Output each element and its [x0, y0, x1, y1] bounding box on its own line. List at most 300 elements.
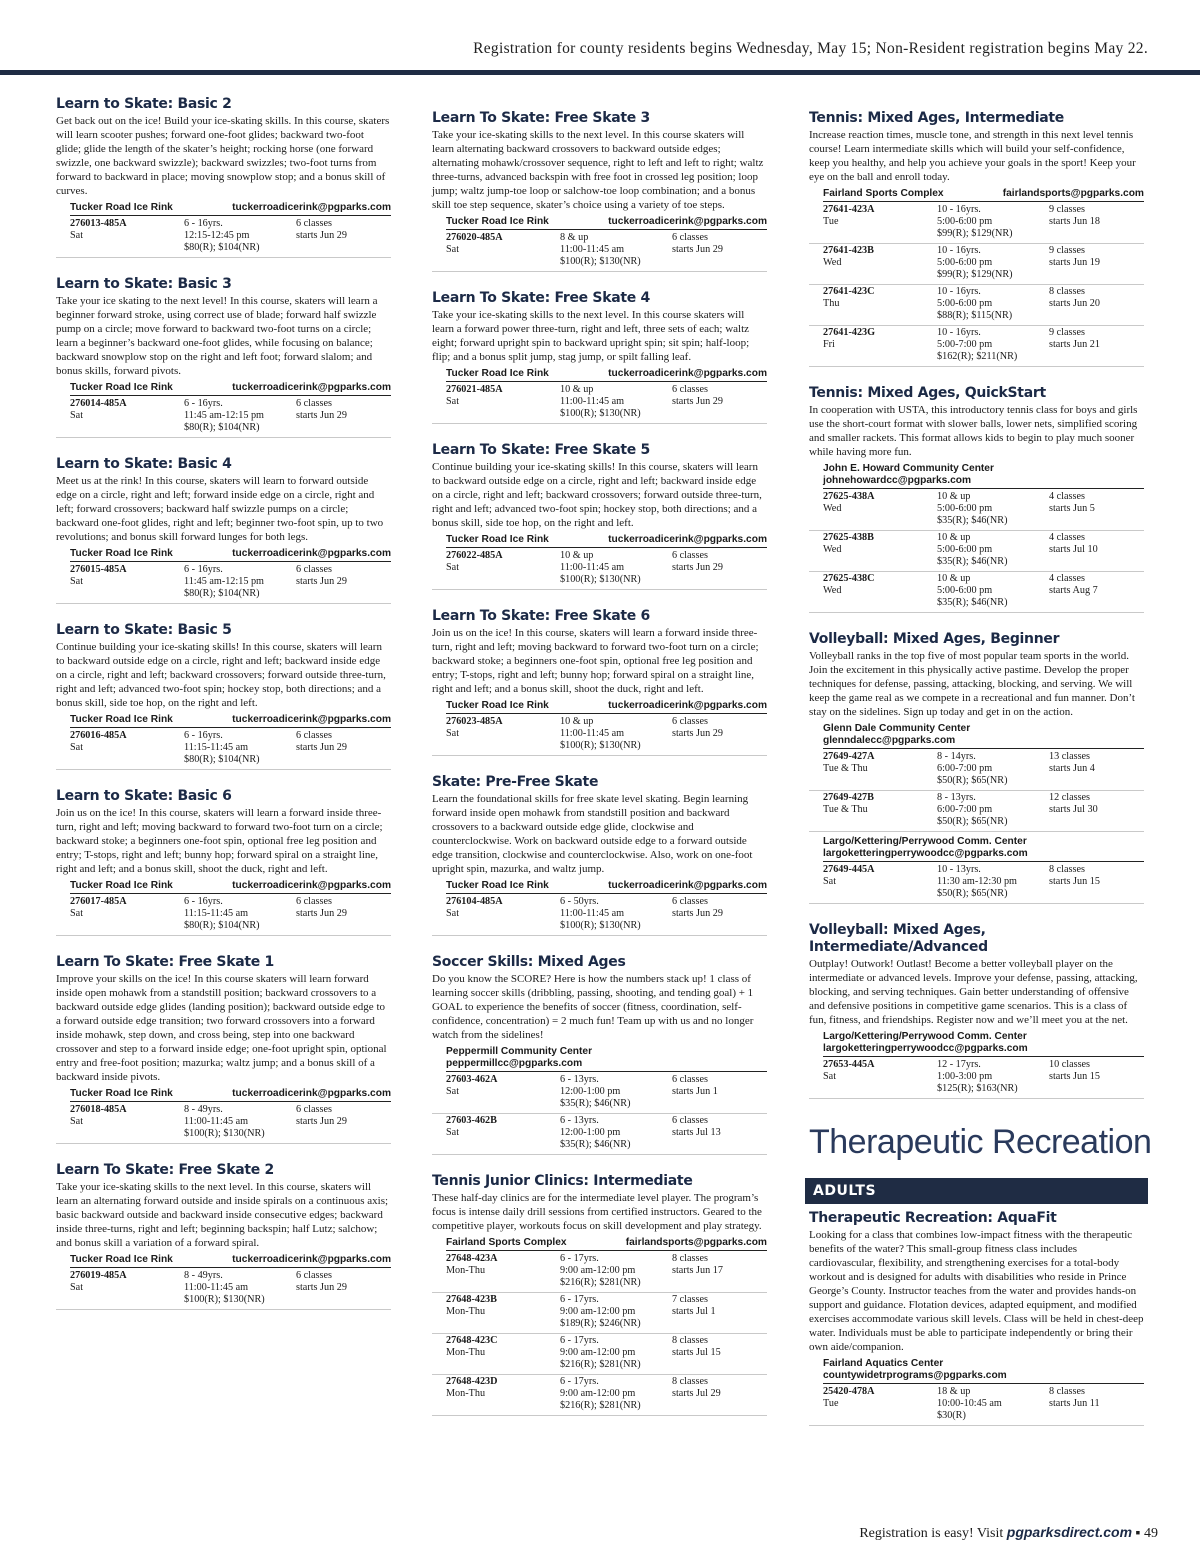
- course-description: Learn the foundational skills for free skate level skating. Begin learning forward inside open mohawk from standstill position and backward crossovers to a backward outside edge glide, clockwise and counterclockwise. Work on backward outside edge to a forward outside edge transition, clockwise and counterclockwise. Also, work on one-foot upright spin, mazurka, and waltz jump.: [432, 793, 753, 875]
- class-count: 8 classes: [1049, 864, 1085, 875]
- section-row: [56, 563, 391, 604]
- fee: $88(R); $115(NR): [937, 310, 1013, 321]
- location-email[interactable]: fairlandsports@pgparks.com: [625, 1237, 767, 1248]
- course-title: Learn To Skate: Free Skate 6: [432, 608, 650, 624]
- location-name: Fairland Sports Complex: [823, 188, 944, 199]
- meeting-time: 11:00-11:45 am: [184, 1116, 249, 1127]
- start-date: starts Jun 20: [1049, 298, 1100, 309]
- fee: $100(R); $130(NR): [560, 574, 641, 585]
- age-range: 10 & up: [937, 573, 971, 584]
- age-range: 6 - 17yrs.: [560, 1294, 599, 1305]
- column-3: [809, 110, 1152, 1444]
- class-count: 9 classes: [1049, 327, 1085, 338]
- course-code: 27653-445A: [823, 1059, 875, 1070]
- course-code: 27648-423D: [446, 1376, 498, 1387]
- section-row: [432, 231, 767, 272]
- class-count: 6 classes: [672, 1074, 708, 1085]
- start-date: starts Jul 29: [672, 1388, 721, 1399]
- section-row: [809, 1058, 1144, 1099]
- age-range: 10 - 16yrs.: [937, 327, 981, 338]
- location-divider: [70, 727, 391, 728]
- age-range: 10 & up: [560, 716, 594, 727]
- meeting-time: 11:00-11:45 am: [560, 562, 625, 573]
- course-code: 276017-485A: [70, 896, 127, 907]
- course-description: Take your ice-skating skills to the next level. In this course, skaters will learn an alternating forward outside and inside spirals on a continuous axis; basic backward outside and backward inside consecutive edges; backward inside three-turns, right and left; beginning backspin; half Lutz; salchow; and bonus skill a variation of a forward spiral.: [56, 1181, 389, 1249]
- age-range: 10 & up: [937, 532, 971, 543]
- meeting-days: Mon-Thu: [446, 1265, 486, 1276]
- course-description: Join us on the ice! In this course, skaters will learn a forward inside three-turn, right and left; moving backward to forward two-foot turn on a circle; backward stoke; a beginners one-foot spin, optional free leg position and entry; T-stops, right and left; bunny hop; forward spiral on a straight line, right and left; and a bonus skill, shoot the duck, right and left.: [56, 807, 383, 875]
- class-count: 6 classes: [296, 218, 332, 229]
- section-row: [432, 1293, 767, 1334]
- location-name: John E. Howard Community Center: [823, 463, 994, 474]
- location-email[interactable]: tuckerroadicerink@pgparks.com: [232, 1088, 391, 1099]
- meeting-time: 5:00-6:00 pm: [937, 298, 993, 309]
- location-email[interactable]: tuckerroadicerink@pgparks.com: [232, 202, 391, 213]
- meeting-days: Mon-Thu: [446, 1306, 486, 1317]
- therapeutic-recreation-heading: Therapeutic Recreation: [809, 1123, 1152, 1161]
- class-count: 9 classes: [1049, 245, 1085, 256]
- location-divider: [446, 1071, 767, 1072]
- course-description: Get back out on the ice! Build your ice-skating skills. In this course, skaters will learn scooter pushes; forward one-foot glides; backward two-foot glide; glide the length of the skater’s height; rocking horse (one forward swizzle, one backward swizzle); backward swizzles; two-foot turns from forward to backward in place; moving snowplow stop; and a bonus skill of curves.: [56, 115, 390, 197]
- start-date: starts Jun 29: [296, 908, 347, 919]
- location-divider: [823, 201, 1144, 202]
- meeting-days: Thu: [823, 298, 840, 309]
- location-header: [432, 1044, 767, 1071]
- section-row: [432, 1073, 767, 1114]
- location-header: [809, 721, 1144, 748]
- location-name: Tucker Road Ice Rink: [70, 1254, 173, 1265]
- location-email[interactable]: tuckerroadicerink@pgparks.com: [608, 700, 767, 711]
- section-row: [432, 895, 767, 936]
- footer-separator: ▪: [1132, 1526, 1144, 1541]
- class-count: 6 classes: [672, 232, 708, 243]
- course-code: 27649-427A: [823, 751, 875, 762]
- location-email[interactable]: glenndalecc@pgparks.com: [823, 735, 956, 746]
- course-description: Volleyball ranks in the top five of most popular team sports in the world. Join the excitement in this physically active pastime. Develop the proper techniques for defense, passing, attacking, blocking, and serving. We will keep the game real as we compete in a recreational and fun manner. Don’t stay on the sidelines. Sign up today and get in on the action.: [809, 650, 1135, 718]
- fee: $80(R); $104(NR): [184, 242, 260, 253]
- location-divider: [70, 1267, 391, 1268]
- meeting-time: 11:45 am-12:15 pm: [184, 410, 264, 421]
- start-date: starts Jun 19: [1049, 257, 1100, 268]
- start-date: starts Jul 13: [672, 1127, 721, 1138]
- course-title: Soccer Skills: Mixed Ages: [432, 954, 626, 970]
- fee: $50(R); $65(NR): [937, 775, 1008, 786]
- location-name: Tucker Road Ice Rink: [446, 700, 549, 711]
- course-title: Therapeutic Recreation: AquaFit: [809, 1210, 1057, 1226]
- section-row: [432, 549, 767, 590]
- start-date: starts Jun 29: [296, 230, 347, 241]
- start-date: starts Jun 29: [296, 410, 347, 421]
- start-date: starts Jun 29: [672, 908, 723, 919]
- course-code: 276021-485A: [446, 384, 503, 395]
- location-email[interactable]: tuckerroadicerink@pgparks.com: [232, 880, 391, 891]
- age-range: 6 - 50yrs.: [560, 896, 599, 907]
- course-description: These half-day clinics are for the intermediate level player. The program’s focus is intense daily drill sessions from certified instructors. Geared to the competitive player, workouts focus on skill development and play strategy.: [432, 1192, 762, 1232]
- meeting-time: 5:00-7:00 pm: [937, 339, 993, 350]
- meeting-days: Sat: [70, 1282, 84, 1293]
- class-count: 6 classes: [672, 1115, 708, 1126]
- meeting-days: Sat: [446, 562, 460, 573]
- section-row: [809, 285, 1144, 326]
- location-header: [56, 1086, 391, 1101]
- course-code: 27625-438B: [823, 532, 874, 543]
- course-description: Meet us at the rink! In this course, skaters will learn to forward outside edge on a circle, right and left; forward inside edge on a circle, right and left; forward crossovers; backward half swizzle pumps on a circle; backward one-foot glides, right and left; beginner two-foot spin, up to two revolutions; and bonus skill forward lunges for both legs.: [56, 475, 384, 543]
- course-title: Learn To Skate: Free Skate 1: [56, 954, 274, 970]
- fee: $35(R); $46(NR): [560, 1139, 631, 1150]
- course-title: Learn To Skate: Free Skate 5: [432, 442, 650, 458]
- location-name: Tucker Road Ice Rink: [70, 202, 173, 213]
- age-range: 8 - 49yrs.: [184, 1270, 223, 1281]
- location-email[interactable]: tuckerroadicerink@pgparks.com: [608, 368, 767, 379]
- location-name: Peppermill Community Center: [446, 1046, 593, 1057]
- class-count: 13 classes: [1049, 751, 1091, 762]
- age-range: 12 - 17yrs.: [937, 1059, 981, 1070]
- course-description: Continue building your ice-skating skills! In this course, skaters will learn to backward outside edge on a circle, right and left; backward inside edge on a circle, right and left; backward crossovers; forward outside three-turn, right and left; advanced two-foot spin; hockey stop, both directions; and a bonus skill, side toe hop, on the right and left.: [56, 641, 386, 709]
- class-count: 8 classes: [1049, 286, 1085, 297]
- start-date: starts Jun 21: [1049, 339, 1100, 350]
- age-range: 6 - 16yrs.: [184, 564, 223, 575]
- class-count: 6 classes: [672, 384, 708, 395]
- location-email[interactable]: tuckerroadicerink@pgparks.com: [232, 382, 391, 393]
- section-row: [56, 1103, 391, 1144]
- location-email[interactable]: tuckerroadicerink@pgparks.com: [608, 534, 767, 545]
- location-header: [432, 366, 767, 381]
- page-footer: [859, 1524, 1158, 1542]
- section-row: [432, 715, 767, 756]
- age-range: 8 - 13yrs.: [937, 792, 976, 803]
- meeting-days: Sat: [823, 876, 837, 887]
- location-name: Glenn Dale Community Center: [823, 723, 971, 734]
- section-row: [56, 217, 391, 258]
- section-row: [56, 397, 391, 438]
- footer-text: Registration is easy! Visit: [859, 1526, 1007, 1541]
- course-code: 27641-423A: [823, 204, 875, 215]
- fee: $100(R); $130(NR): [560, 920, 641, 931]
- course-description: Take your ice-skating skills to the next level. In this course skaters will learn alternating backward crossovers to backward outside edges; alternating mohawk/crossover sequence, right to left and left to right; waltz three-turns, advanced backspin with free foot in crossed leg position; loop jump; waltz jump-toe loop or salchow-toe loop combination; and a bonus skill toe step sequence, skater’s choice using a variety of toe steps.: [432, 129, 764, 211]
- age-range: 18 & up: [937, 1386, 971, 1397]
- course-title: Tennis: Mixed Ages, Intermediate: [809, 110, 1064, 126]
- class-count: 6 classes: [296, 1104, 332, 1115]
- meeting-days: Sat: [446, 1086, 460, 1097]
- section-row: [56, 729, 391, 770]
- location-name: Tucker Road Ice Rink: [446, 534, 549, 545]
- location-header: [809, 461, 1144, 488]
- start-date: starts Jun 29: [296, 1116, 347, 1127]
- location-name: Tucker Road Ice Rink: [70, 1088, 173, 1099]
- meeting-days: Fri: [823, 339, 835, 350]
- location-divider: [446, 1250, 767, 1251]
- section-row: [432, 1334, 767, 1375]
- location-divider: [70, 215, 391, 216]
- age-range: 8 - 49yrs.: [184, 1104, 223, 1115]
- course-title: Volleyball: Mixed Ages, Beginner: [809, 631, 1060, 647]
- course-listing: [432, 954, 767, 1155]
- course-code: 27641-423G: [823, 327, 876, 338]
- meeting-time: 12:00-1:00 pm: [560, 1127, 621, 1138]
- meeting-time: 11:15-11:45 am: [184, 908, 249, 919]
- course-code: 276015-485A: [70, 564, 127, 575]
- course-listing: [56, 954, 391, 1144]
- course-listing: [809, 631, 1144, 904]
- footer-website-link[interactable]: pgparksdirect.com: [1006, 1524, 1133, 1540]
- fee: $99(R); $129(NR): [937, 228, 1013, 239]
- fee: $162(R); $211(NR): [937, 351, 1018, 362]
- course-code: 276020-485A: [446, 232, 503, 243]
- meeting-time: 11:00-11:45 am: [560, 728, 625, 739]
- location-email[interactable]: largoketteringperrywoodcc@pgparks.com: [823, 848, 1028, 859]
- location-email[interactable]: largoketteringperrywoodcc@pgparks.com: [823, 1043, 1028, 1054]
- course-code: 27625-438A: [823, 491, 875, 502]
- course-code: 276019-485A: [70, 1270, 127, 1281]
- meeting-time: 11:00-11:45 am: [560, 396, 625, 407]
- location-header: [56, 380, 391, 395]
- age-range: 10 & up: [937, 491, 971, 502]
- course-code: 27649-427B: [823, 792, 874, 803]
- location-email[interactable]: tuckerroadicerink@pgparks.com: [608, 216, 767, 227]
- location-email[interactable]: fairlandsports@pgparks.com: [1002, 188, 1144, 199]
- course-title: Learn To Skate: Free Skate 4: [432, 290, 650, 306]
- adults-category-bar: ADULTS: [805, 1178, 1148, 1204]
- fee: $35(R); $46(NR): [560, 1098, 631, 1109]
- location-email[interactable]: johnehowardcc@pgparks.com: [823, 475, 972, 486]
- course-title: Volleyball: Mixed Ages, Intermediate/Advanced: [809, 922, 988, 955]
- class-count: 6 classes: [672, 896, 708, 907]
- fee: $35(R); $46(NR): [937, 556, 1008, 567]
- class-count: 4 classes: [1049, 532, 1085, 543]
- location-name: Tucker Road Ice Rink: [70, 382, 173, 393]
- meeting-days: Tue & Thu: [823, 804, 868, 815]
- meeting-time: 11:00-11:45 am: [184, 1282, 249, 1293]
- fee: $50(R); $65(NR): [937, 816, 1008, 827]
- location-header: [56, 712, 391, 727]
- class-count: 8 classes: [672, 1376, 708, 1387]
- course-listing: [432, 110, 767, 272]
- course-listing: [56, 96, 391, 258]
- course-code: 27648-423C: [446, 1335, 498, 1346]
- meeting-days: Sat: [70, 1116, 84, 1127]
- section-row: [432, 1114, 767, 1155]
- start-date: starts Jul 30: [1049, 804, 1098, 815]
- meeting-days: Mon-Thu: [446, 1347, 486, 1358]
- class-count: 4 classes: [1049, 491, 1085, 502]
- start-date: starts Jul 1: [672, 1306, 716, 1317]
- section-row: [809, 750, 1144, 791]
- start-date: starts Jun 29: [672, 728, 723, 739]
- start-date: starts Jun 4: [1049, 763, 1095, 774]
- section-row: [56, 895, 391, 936]
- location-header: [809, 186, 1144, 201]
- age-range: 6 - 13yrs.: [560, 1115, 599, 1126]
- age-range: 6 - 17yrs.: [560, 1376, 599, 1387]
- fee: $30(R): [937, 1410, 966, 1421]
- course-description: Improve your skills on the ice! In this course skaters will learn forward inside open mohawk from a standstill position; backward crossovers to a backward outside edge glides (landing position); backward outside edge to a forward outside edge transition; two forward crossovers into a forward inside mohawk, step down, and cross being, step into one backward crossover and step to a forward inside edge; one-foot upright spin, optional entry and free-foot position; mazurka; waltz jump; and a bonus skill of a backward inside pivots.: [56, 973, 387, 1083]
- location-email[interactable]: tuckerroadicerink@pgparks.com: [608, 880, 767, 891]
- meeting-time: 11:00-11:45 am: [560, 908, 625, 919]
- course-code: 27648-423B: [446, 1294, 497, 1305]
- course-code: 27641-423C: [823, 286, 875, 297]
- location-name: Tucker Road Ice Rink: [70, 548, 173, 559]
- course-listing: [809, 110, 1144, 367]
- fee: $35(R); $46(NR): [937, 597, 1008, 608]
- age-range: 10 - 16yrs.: [937, 245, 981, 256]
- start-date: starts Jun 18: [1049, 216, 1100, 227]
- start-date: starts Jun 29: [672, 562, 723, 573]
- class-count: 6 classes: [296, 730, 332, 741]
- meeting-days: Wed: [823, 257, 842, 268]
- course-title: Tennis Junior Clinics: Intermediate: [432, 1173, 693, 1189]
- age-range: 6 - 16yrs.: [184, 218, 223, 229]
- meeting-time: 10:00-10:45 am: [937, 1398, 1002, 1409]
- location-header: [56, 546, 391, 561]
- section-row: [809, 791, 1144, 832]
- location-divider: [446, 547, 767, 548]
- section-row: [809, 244, 1144, 285]
- fee: $35(R); $46(NR): [937, 515, 1008, 526]
- age-range: 6 - 13yrs.: [560, 1074, 599, 1085]
- location-header: [432, 698, 767, 713]
- course-title: Learn to Skate: Basic 4: [56, 456, 232, 472]
- start-date: starts Jun 15: [1049, 1071, 1100, 1082]
- fee: $125(R); $163(NR): [937, 1083, 1018, 1094]
- location-email[interactable]: peppermillcc@pgparks.com: [446, 1058, 583, 1069]
- location-header: [809, 1356, 1144, 1383]
- location-email[interactable]: tuckerroadicerink@pgparks.com: [232, 548, 391, 559]
- meeting-days: Sat: [446, 396, 460, 407]
- meeting-days: Sat: [446, 1127, 460, 1138]
- section-row: [432, 1252, 767, 1293]
- class-count: 8 classes: [672, 1253, 708, 1264]
- course-listing: [56, 1162, 391, 1310]
- column-1: [56, 96, 391, 1328]
- course-listing: [809, 385, 1144, 613]
- meeting-days: Wed: [823, 544, 842, 555]
- class-count: 6 classes: [672, 716, 708, 727]
- meeting-time: 11:15-11:45 am: [184, 742, 249, 753]
- meeting-days: Wed: [823, 585, 842, 596]
- start-date: starts Jun 5: [1049, 503, 1095, 514]
- start-date: starts Jun 1: [672, 1086, 718, 1097]
- class-count: 10 classes: [1049, 1059, 1091, 1070]
- course-description: Increase reaction times, muscle tone, and strength in this next level tennis course! Learn intermediate skills which will build your self-confidence, keep you healthy, and help you achieve your goals in the sport! Keep your eye on the ball and enroll today.: [809, 129, 1136, 183]
- class-count: 6 classes: [672, 550, 708, 561]
- location-email[interactable]: tuckerroadicerink@pgparks.com: [232, 1254, 391, 1265]
- age-range: 10 & up: [560, 550, 594, 561]
- location-divider: [446, 713, 767, 714]
- meeting-days: Sat: [70, 576, 84, 587]
- fee: $100(R); $130(NR): [560, 408, 641, 419]
- course-listing: [56, 788, 391, 936]
- class-count: 12 classes: [1049, 792, 1091, 803]
- course-listing: [432, 608, 767, 756]
- age-range: 8 & up: [560, 232, 589, 243]
- meeting-time: 5:00-6:00 pm: [937, 585, 993, 596]
- location-header: [56, 200, 391, 215]
- course-title: Learn to Skate: Basic 3: [56, 276, 232, 292]
- age-range: 6 - 16yrs.: [184, 896, 223, 907]
- fee: $99(R); $129(NR): [937, 269, 1013, 280]
- course-code: 27603-462B: [446, 1115, 497, 1126]
- start-date: starts Jun 15: [1049, 876, 1100, 887]
- class-count: 8 classes: [672, 1335, 708, 1346]
- start-date: starts Jun 11: [1049, 1398, 1100, 1409]
- location-header: [56, 1252, 391, 1267]
- age-range: 10 - 16yrs.: [937, 286, 981, 297]
- meeting-days: Sat: [823, 1071, 837, 1082]
- course-code: 27649-445A: [823, 864, 875, 875]
- location-divider: [823, 861, 1144, 862]
- location-divider: [823, 748, 1144, 749]
- start-date: starts Jun 29: [296, 576, 347, 587]
- course-title: Learn To Skate: Free Skate 2: [56, 1162, 274, 1178]
- meeting-days: Sat: [70, 230, 84, 241]
- start-date: starts Jul 10: [1049, 544, 1098, 555]
- course-code: 276104-485A: [446, 896, 503, 907]
- fee: $80(R); $104(NR): [184, 588, 260, 599]
- location-email[interactable]: countywidetrprograms@pgparks.com: [823, 1370, 1007, 1381]
- location-divider: [446, 381, 767, 382]
- location-name: Fairland Aquatics Center: [823, 1358, 944, 1369]
- course-description: In cooperation with USTA, this introductory tennis class for boys and girls use the short-court format with slower balls, lower nets, simplified scoring and smaller rackets. This format allows kids to begin to play much sooner while having more fun.: [809, 404, 1138, 458]
- fee: $216(R); $281(NR): [560, 1400, 641, 1411]
- course-code: 276022-485A: [446, 550, 503, 561]
- course-code: 27641-423B: [823, 245, 874, 256]
- location-divider: [70, 1101, 391, 1102]
- location-divider: [446, 893, 767, 894]
- course-code: 27648-423A: [446, 1253, 498, 1264]
- course-listing: [56, 276, 391, 438]
- course-listing: [432, 442, 767, 590]
- age-range: 6 - 16yrs.: [184, 730, 223, 741]
- meeting-days: Sat: [70, 908, 84, 919]
- location-name: Tucker Road Ice Rink: [446, 216, 549, 227]
- meeting-time: 6:00-7:00 pm: [937, 763, 993, 774]
- meeting-time: 9:00 am-12:00 pm: [560, 1347, 636, 1358]
- column-2: [432, 110, 767, 1434]
- location-divider: [446, 229, 767, 230]
- age-range: 6 - 17yrs.: [560, 1253, 599, 1264]
- course-title: Skate: Pre-Free Skate: [432, 774, 599, 790]
- section-row: [809, 572, 1144, 613]
- age-range: 6 - 16yrs.: [184, 398, 223, 409]
- location-divider: [70, 893, 391, 894]
- meeting-time: 5:00-6:00 pm: [937, 216, 993, 227]
- course-description: Outplay! Outwork! Outlast! Become a better volleyball player on the intermediate or advanced levels. Improve your defense, passing, attacking, blocking, and serving techniques. Gain better understanding of offensive and defensive positions in competitive game scenarios. This is a class of fun, fitness, and friendships. Register now and we’ll meet you at the net.: [809, 958, 1138, 1026]
- section-row: [809, 326, 1144, 367]
- course-code: 27625-438C: [823, 573, 875, 584]
- meeting-time: 12:00-1:00 pm: [560, 1086, 621, 1097]
- course-title: Learn to Skate: Basic 6: [56, 788, 232, 804]
- course-description: Take your ice skating to the next level! In this course, skaters will learn a beginner forward stroke, using correct use of blade; forward half swizzle pump on a circle; move forward to backward two-foot turns on a circle; learn a beginner’s backward one-foot glides, while focusing on balance; backward snowplow stop on the right and left foot; forward slalom; and bonus skills, forward pivots.: [56, 295, 378, 377]
- start-date: starts Jun 29: [296, 742, 347, 753]
- section-row: [432, 383, 767, 424]
- course-listing: [432, 290, 767, 424]
- course-code: 27603-462A: [446, 1074, 498, 1085]
- meeting-time: 6:00-7:00 pm: [937, 804, 993, 815]
- fee: $100(R); $130(NR): [560, 256, 641, 267]
- course-code: 276023-485A: [446, 716, 503, 727]
- section-row: [809, 1385, 1144, 1426]
- section-row: [432, 1375, 767, 1416]
- course-description: Continue building your ice-skating skills! In this course, skaters will learn to backward outside edge on a circle, right and left; backward inside edge on a circle, right and left; backward crossovers; forward outside three-turn, right and left; advanced two-foot spin; hockey stop, both directions; and a bonus skill, side toe hop, on the right and left.: [432, 461, 762, 529]
- location-divider: [70, 561, 391, 562]
- section-row: [809, 490, 1144, 531]
- location-email[interactable]: tuckerroadicerink@pgparks.com: [232, 714, 391, 725]
- header-divider: [0, 70, 1200, 75]
- course-description: Looking for a class that combines low-impact fitness with the therapeutic benefits of the water? This small-group fitness class includes cardiovascular, flexibility, and strengthening exercises for a total-body workout and is designed for adults with disabilities who reside in Prince George’s County. Instructor teaches from the water and provides hands-on support and guidance. Flotation devices, adapted equipment, and modified exercises accommodate various skill levels. Class will be held in chest-deep water. Individuals must be able to participate independently or bring their own aide/companion.: [809, 1229, 1144, 1353]
- fee: $216(R); $281(NR): [560, 1359, 641, 1370]
- section-row: [56, 1269, 391, 1310]
- location-header: [56, 878, 391, 893]
